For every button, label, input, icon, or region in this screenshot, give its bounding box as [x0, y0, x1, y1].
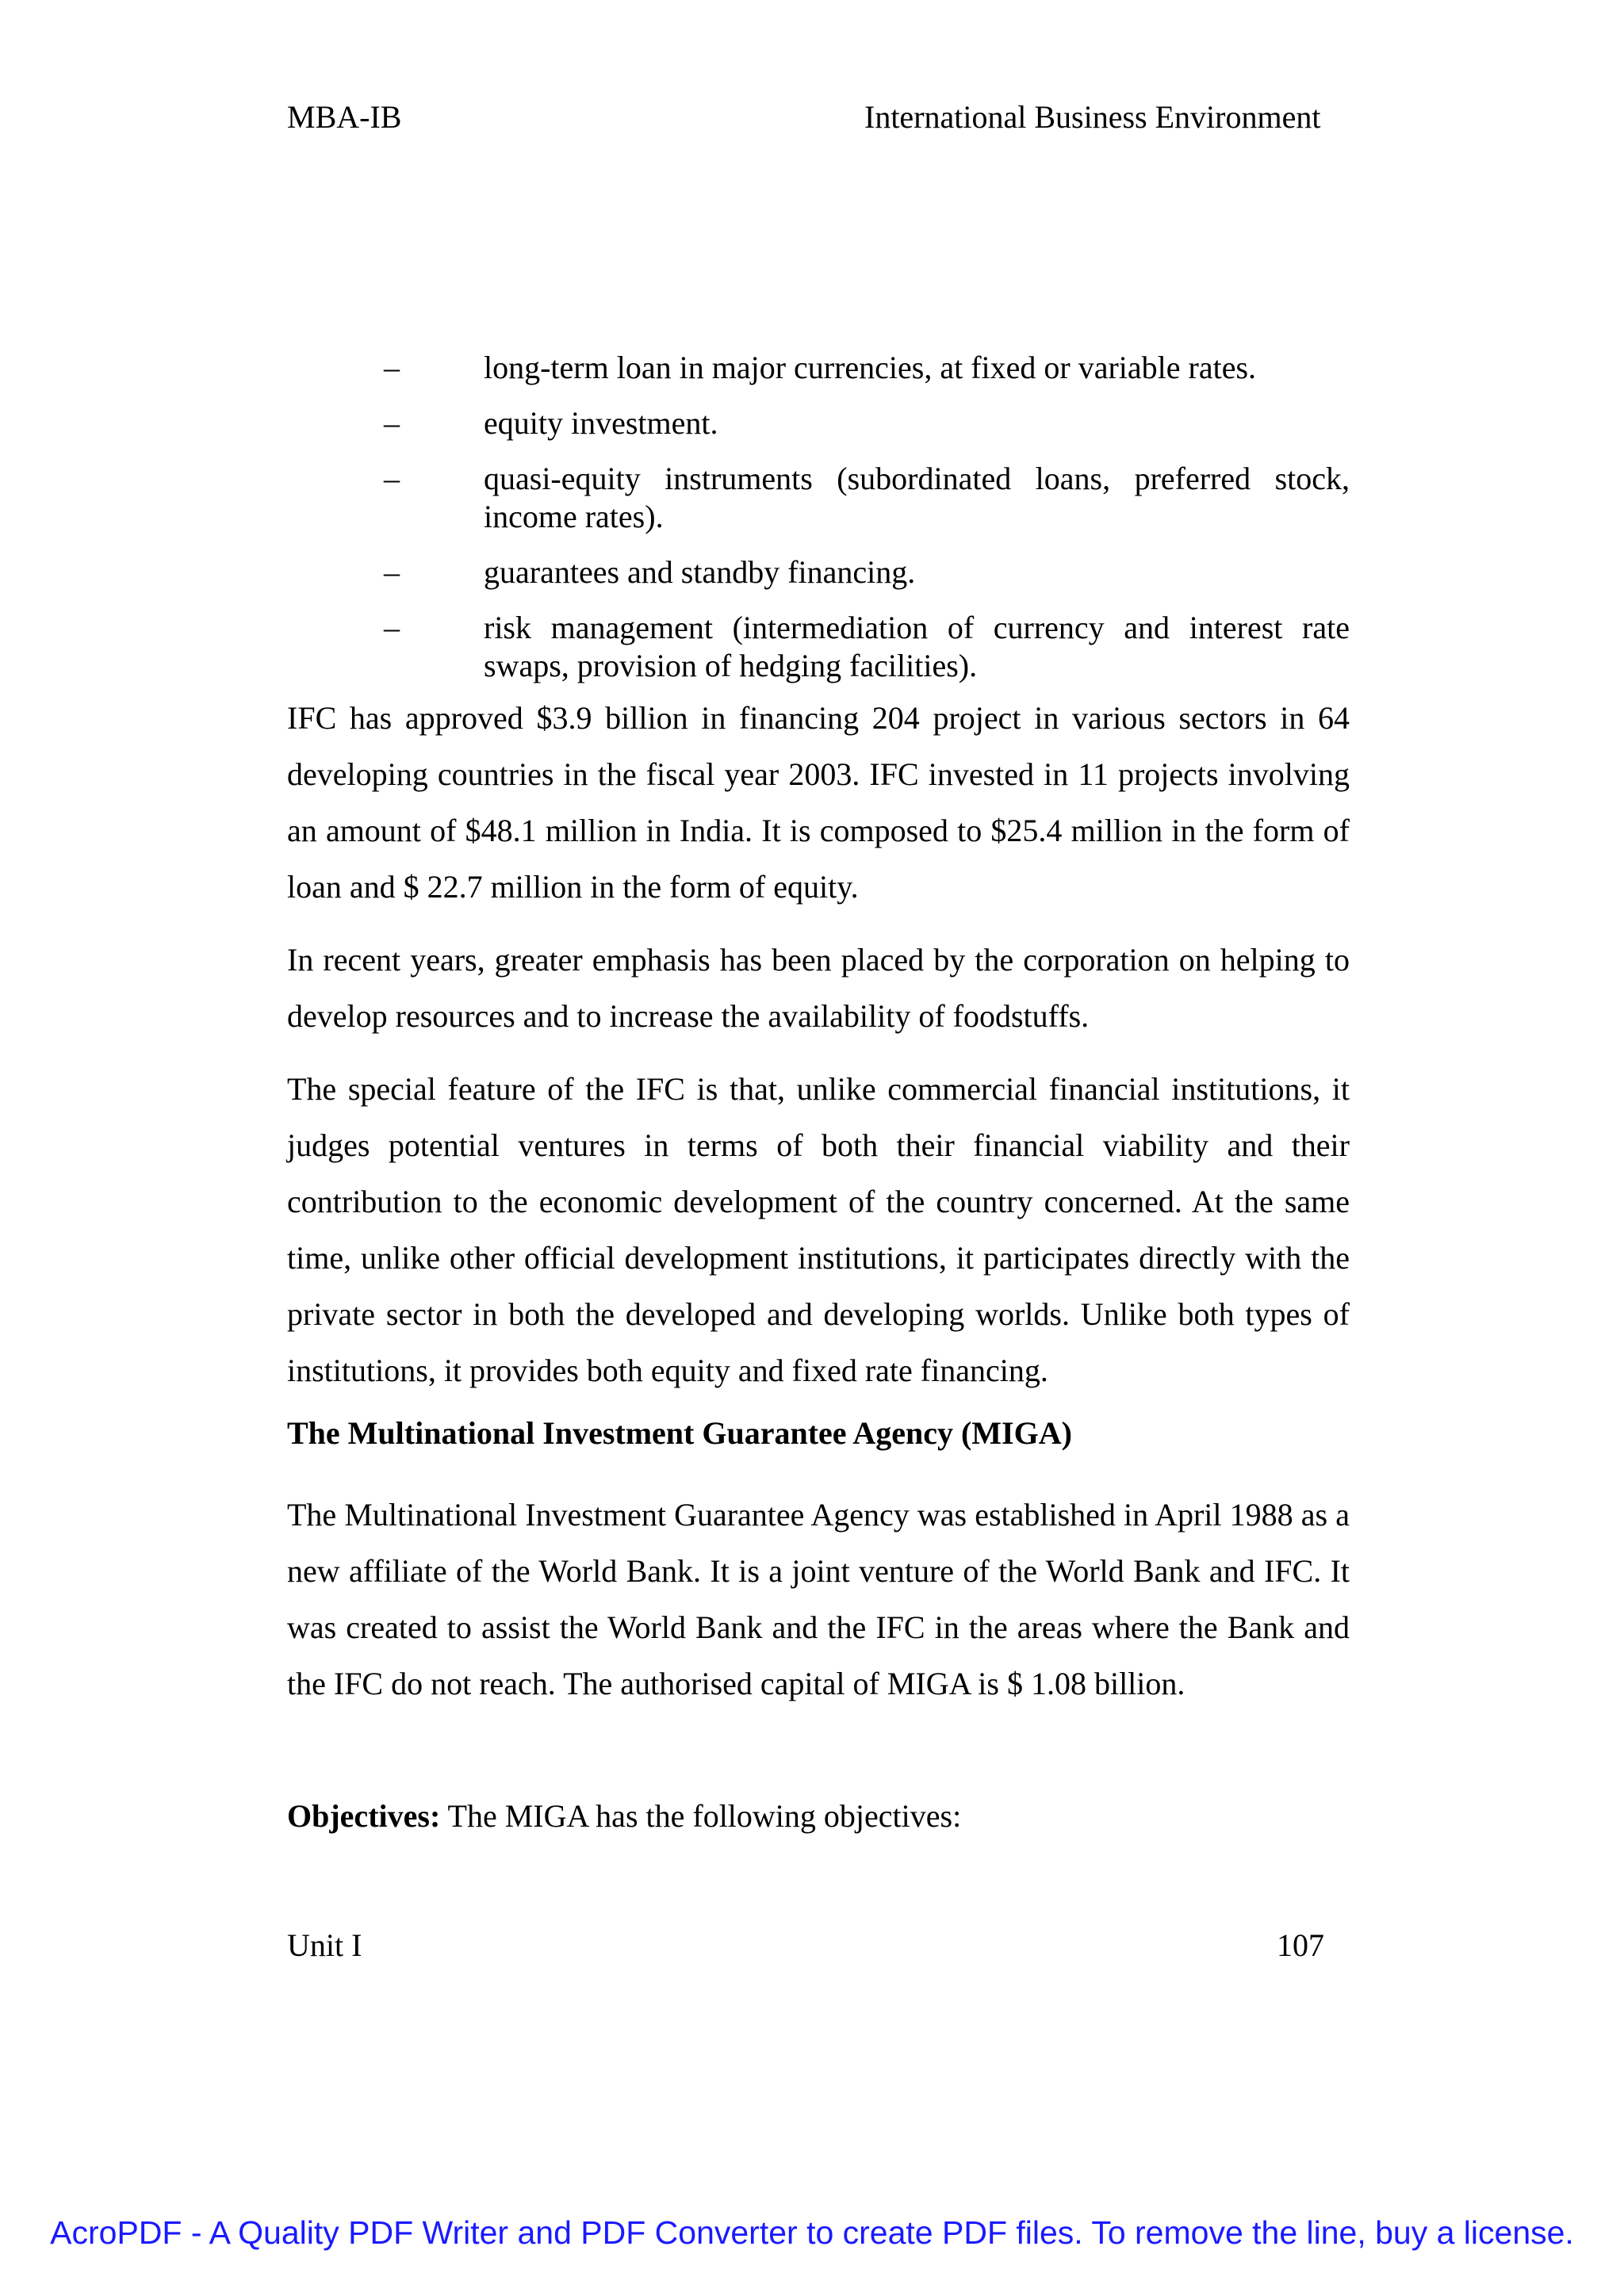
list-item-text: guarantees and standby financing. — [484, 554, 916, 590]
list-item — [287, 349, 1350, 387]
bullet-dash: – — [384, 405, 400, 441]
bullet-dash: – — [384, 610, 400, 645]
bullet-dash: – — [384, 554, 400, 590]
objectives-label: Objectives: — [287, 1798, 441, 1834]
list-item — [287, 553, 1350, 591]
list-item — [287, 609, 1350, 685]
paragraph-miga-objectives — [287, 1788, 1350, 1844]
list-item-text: long-term loan in major currencies, at fixed or variable rates. — [484, 350, 1257, 385]
list-item-text: equity investment. — [484, 405, 718, 441]
paragraph-recent-emphasis: In recent years, greater emphasis has been placed by the corporation on helping to develop resources and to increase the availability of foodstuffs. — [287, 942, 1350, 1034]
running-footer-left: Unit I — [287, 1927, 362, 1963]
page-number: 107 — [1277, 1927, 1324, 1963]
paragraph-ifc-special-feature: The special feature of the IFC is that, unlike commercial financial institutions, it judges potential ventures in terms of both their financial viability and their contribution to the economic development of the country concerned. At the same time, unlike other official development institutions, it participates directly with the private sector in both the developed and developing worlds. Unlike both types of institutions, it provides both equity and fixed rate financing. — [287, 1071, 1350, 1388]
list-item — [287, 460, 1350, 536]
paragraph-miga-established: The Multinational Investment Guarantee Agency was established in April 1988 as a new affiliate of the World Bank. It is a joint venture of the World Bank and IFC. It was created to assist the World Bank and the IFC in the areas where the Bank and the IFC do not reach. The authorised capital of MIGA is $ 1.08 billion. — [287, 1497, 1350, 1701]
section-heading-miga: The Multinational Investment Guarantee Agency (MIGA) — [287, 1415, 1072, 1451]
list-item — [287, 404, 1350, 442]
list-item-text: quasi-equity instruments (subordinated loans, preferred stock, income rates). — [484, 461, 1350, 534]
running-header-left: MBA-IB — [287, 99, 402, 135]
bullet-dash: – — [384, 461, 400, 496]
acropdf-watermark: AcroPDF - A Quality PDF Writer and PDF Converter to create PDF files. To remove the line, buy a license. — [50, 2214, 1574, 2251]
objectives-text: The MIGA has the following objectives: — [440, 1798, 962, 1834]
list-item-text: risk management (intermediation of currency and interest rate swaps, provision of hedging facilities). — [484, 610, 1350, 683]
financing-instruments-list — [287, 349, 1350, 702]
bullet-dash: – — [384, 350, 400, 385]
running-header-right: International Business Environment — [864, 99, 1321, 135]
paragraph-ifc-financing: IFC has approved $3.9 billion in financing 204 project in various sectors in 64 developing countries in the fiscal year 2003. IFC invested in 11 projects involving an amount of $48.1 million in India. It is composed to $25.4 million in the form of loan and $ 22.7 million in the form of equity. — [287, 700, 1350, 905]
